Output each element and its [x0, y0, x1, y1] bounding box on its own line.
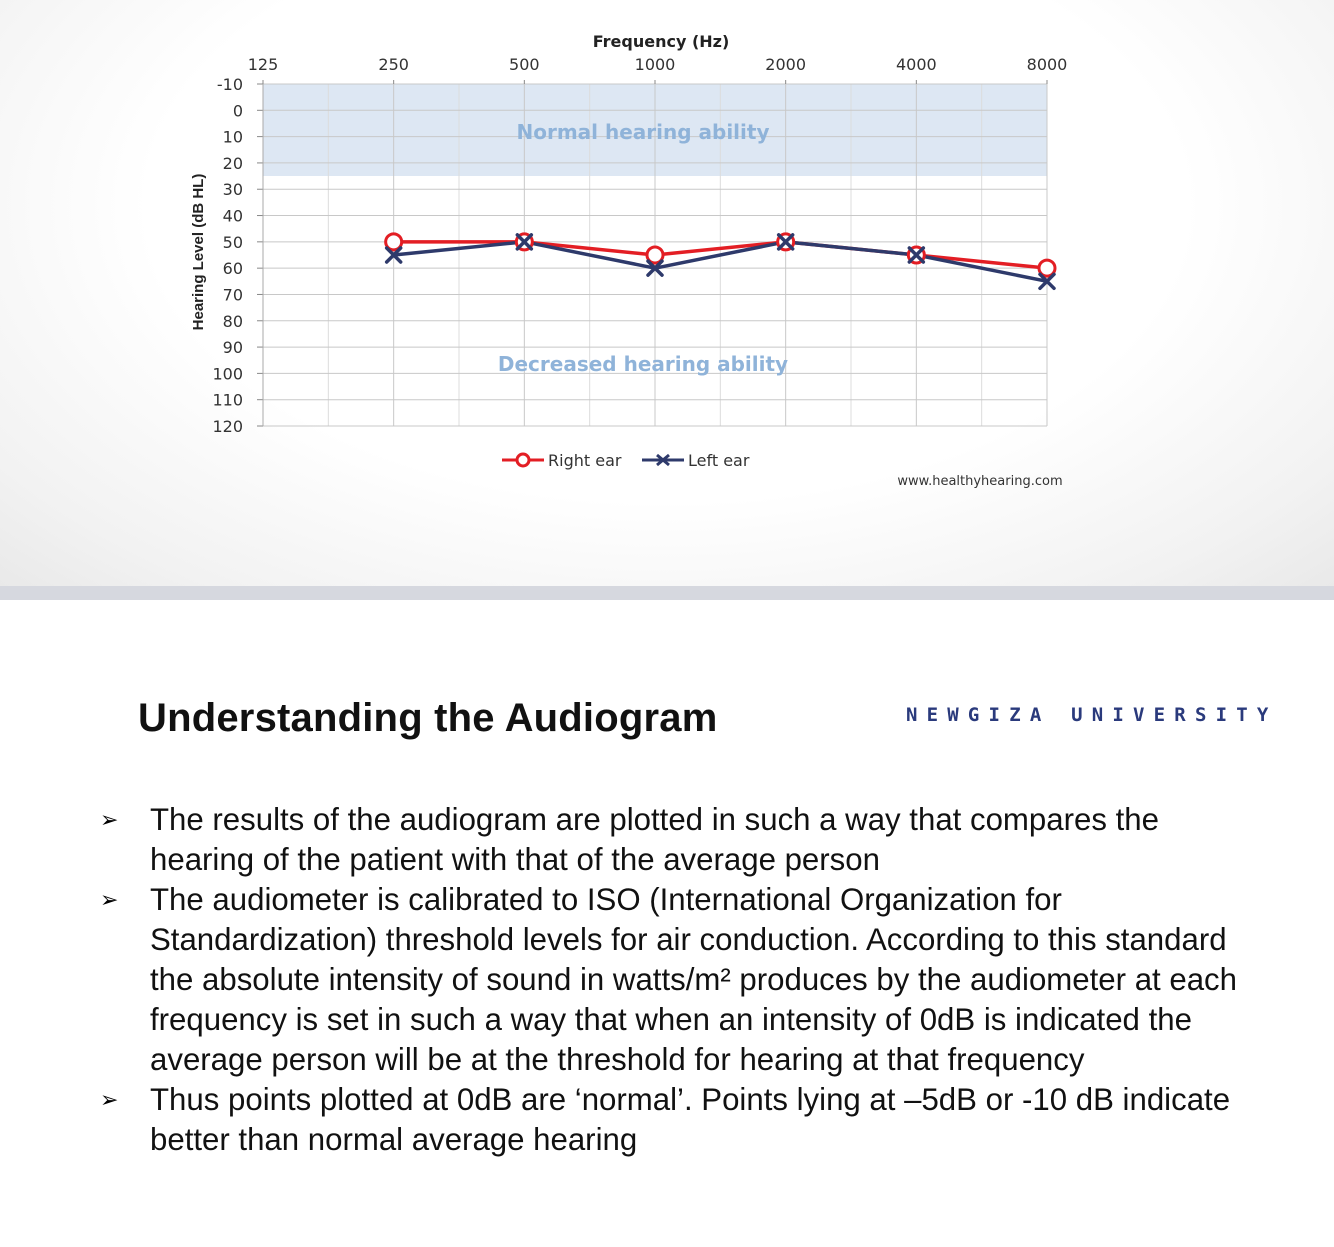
- chart-legend: [502, 451, 750, 470]
- bullet-text: The audiometer is calibrated to ISO (International Organization for Standardization) threshold levels for air conduction. According to this standard the absolute intensity of sound in watts/m² produces by the audiometer at each frequency is set in such a way that when an intensity of 0dB is indicated the average person will be at the threshold for hearing at that frequency: [150, 882, 1237, 1077]
- section-divider: [0, 586, 1334, 600]
- x-tick-label: 4000: [895, 55, 937, 74]
- arrow-bullet-icon: ➢: [100, 807, 119, 832]
- x-tick-label: 125: [247, 55, 279, 74]
- bullet-text: The results of the audiogram are plotted in such a way that compares the hearing of the patient with that of the average person: [150, 802, 1159, 877]
- bullet-item: [100, 1080, 1240, 1160]
- x-axis-title: Frequency (Hz): [592, 32, 730, 51]
- source-credit: www.healthyhearing.com: [897, 474, 1063, 489]
- y-tick-label: 70: [222, 285, 243, 305]
- y-tick-label: 110: [212, 390, 243, 410]
- x-tick-label: 500: [509, 55, 540, 74]
- legend-right-ear-marker: [517, 454, 529, 466]
- legend-left-ear-label: Left ear: [688, 451, 750, 470]
- y-tick-label: 80: [222, 311, 243, 331]
- bullet-list: [100, 800, 1240, 1160]
- y-tick-label: 40: [222, 206, 243, 226]
- slide-title: Understanding the Audiogram: [138, 696, 718, 740]
- legend-right-ear-label: Right ear: [548, 451, 622, 470]
- y-tick-label: 0: [232, 101, 243, 121]
- region-label-decreased: Decreased hearing ability: [497, 352, 789, 376]
- y-tick-label: 90: [222, 338, 243, 358]
- y-tick-label: 100: [212, 364, 243, 384]
- bullet-item: [100, 880, 1240, 1080]
- x-tick-label: 8000: [1026, 55, 1068, 74]
- x-tick-label: 2000: [765, 55, 807, 74]
- y-axis-title: Hearing Level (dB HL): [190, 173, 207, 331]
- y-tick-label: 50: [222, 232, 243, 252]
- audiogram-chart: [0, 0, 1334, 586]
- y-tick-label: 30: [222, 180, 243, 200]
- y-tick-label: 120: [212, 417, 243, 436]
- x-tick-label: 1000: [634, 55, 676, 74]
- university-logo: NEWGIZA UNIVERSITY: [906, 704, 1278, 726]
- y-tick-label: 20: [222, 153, 243, 173]
- bullet-item: [100, 800, 1240, 880]
- y-tick-label: -10: [216, 75, 243, 94]
- arrow-bullet-icon: ➢: [100, 887, 119, 912]
- y-tick-label: 60: [222, 259, 243, 279]
- bullet-text: Thus points plotted at 0dB are ‘normal’. Points lying at –5dB or -10 dB indicate better than normal average hearing: [150, 1082, 1231, 1157]
- region-label-normal: Normal hearing ability: [516, 120, 770, 144]
- y-tick-label: 10: [222, 127, 243, 147]
- x-tick-label: 250: [378, 55, 409, 74]
- arrow-bullet-icon: ➢: [100, 1087, 119, 1112]
